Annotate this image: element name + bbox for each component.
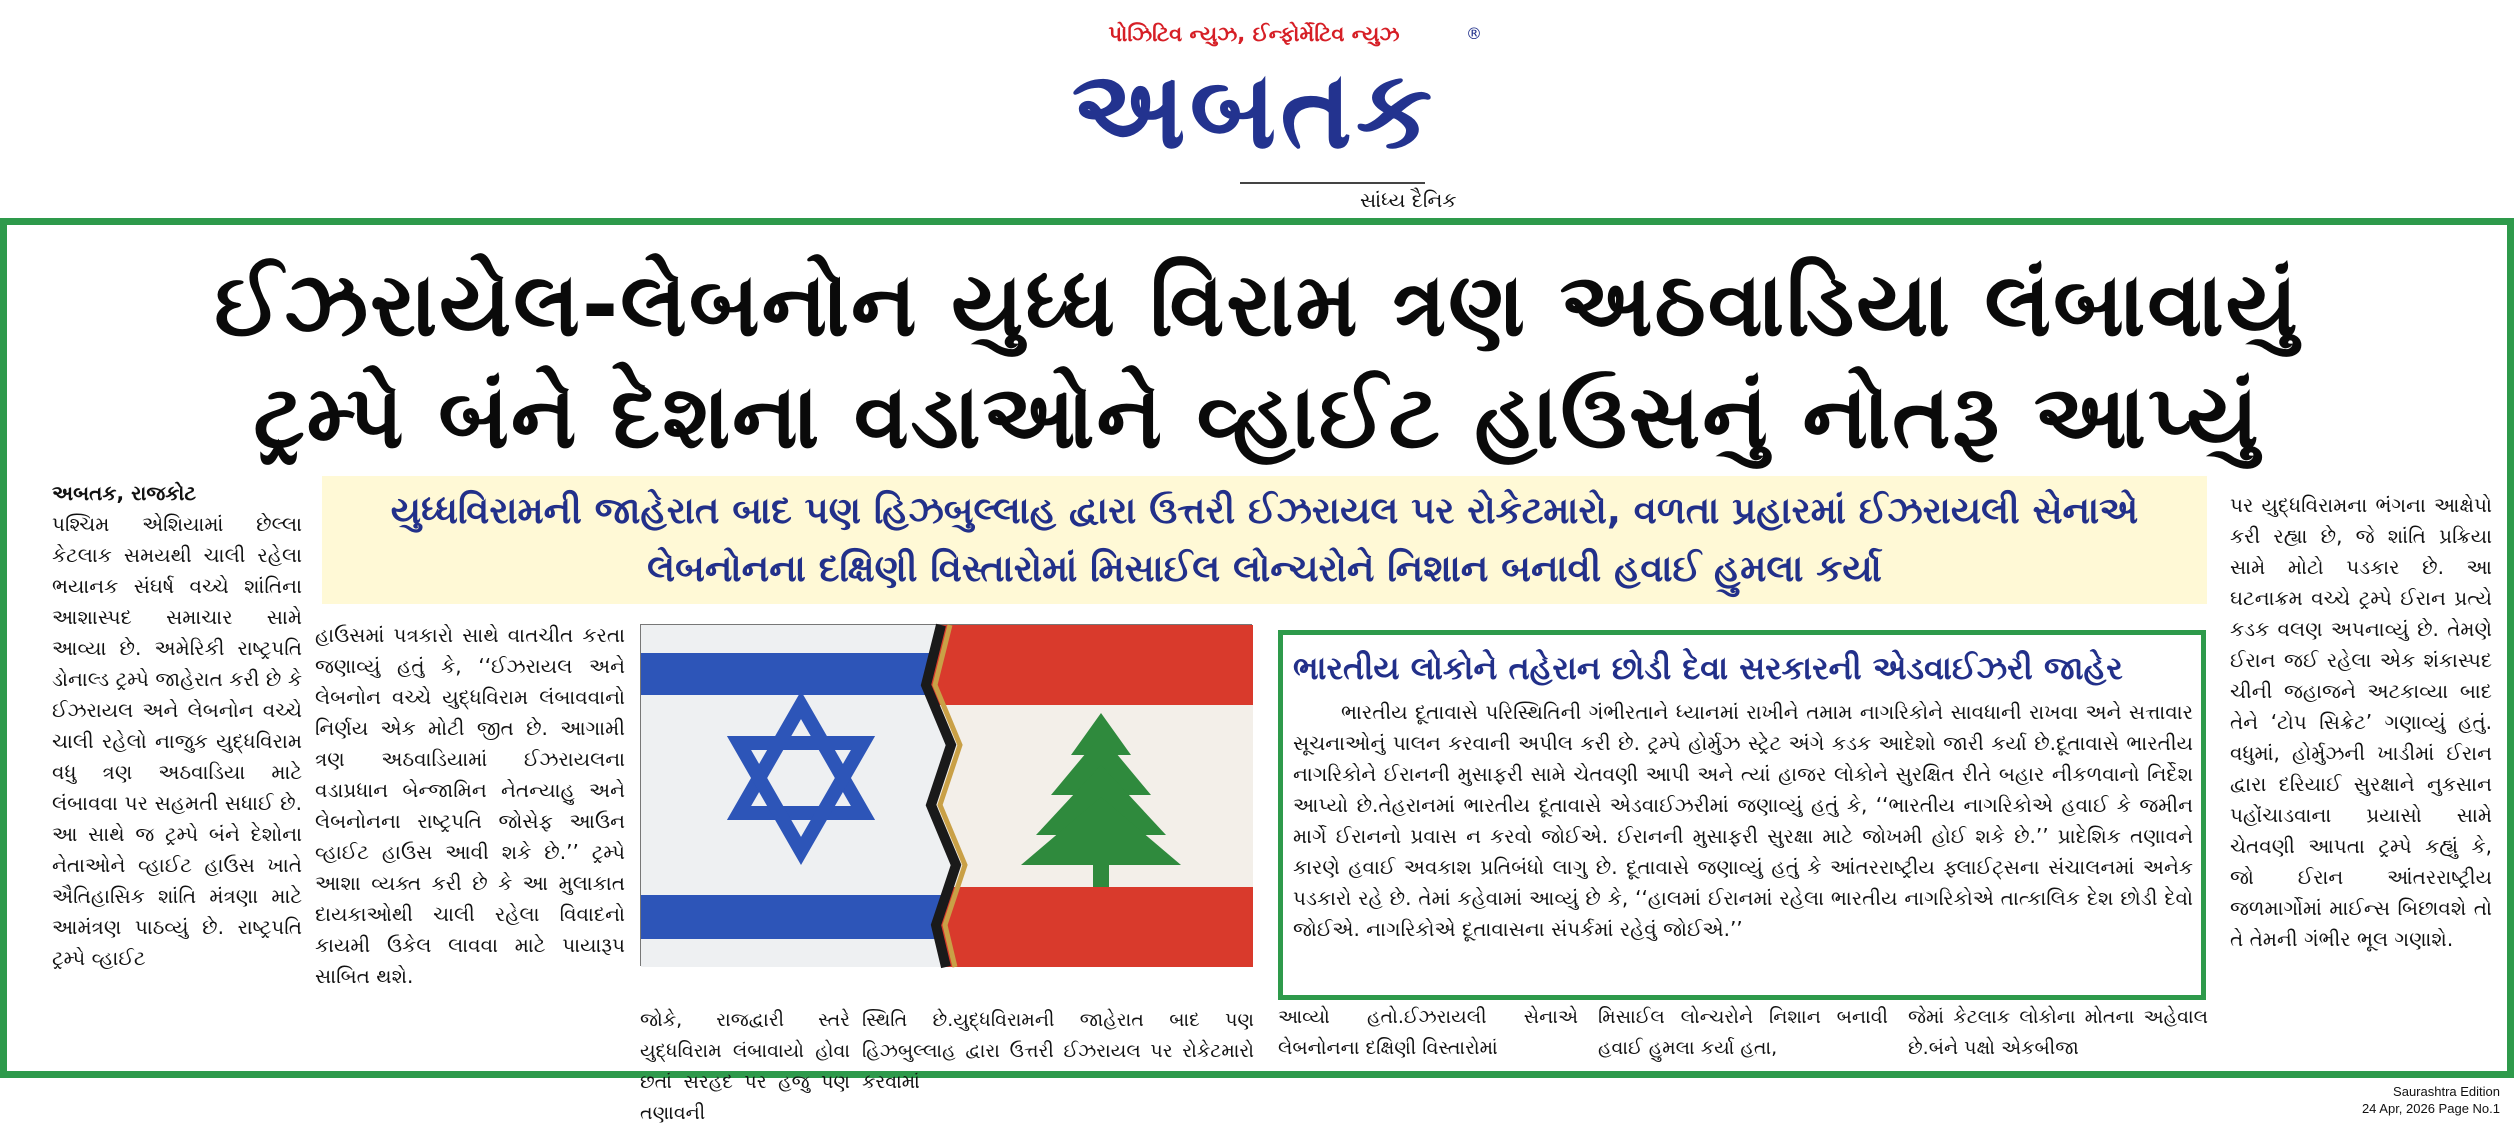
masthead	[1030, 18, 1490, 212]
flag-illustration	[641, 625, 1253, 967]
edition-info	[2250, 1083, 2500, 1117]
article-column-1-text: પશ્ચિમ એશિયામાં છેલ્લા કેટલાક સમયથી ચાલી રહેલા ભયાનક સંઘર્ષ વચ્ચે શાંતિના આશાસ્પદ સમાચાર સામે આવ્યા છે. અમેરિકી રાષ્ટ્રપતિ ડોનાલ્ડ ટ્રમ્પે જાહેરાત કરી છે કે ઈઝરાયલ અને લેબનોન વચ્ચે ચાલી રહેલો નાજુક યુદ્ધવિરામ વધુ ત્રણ અઠવાડિયા માટે લંબાવવા પર સહમતી સધાઈ છે. આ સાથે જ ટ્રમ્પે બંને દેશોના નેતાઓને વ્હાઈટ હાઉસ ખાતે ઐતિહાસિક શાંતિ મંત્રણા માટે આમંત્રણ પાઠવ્યું છે.	[52, 512, 302, 939]
subheadline-banner: યુધ્ધવિરામની જાહેરાત બાદ પણ હિઝબુલ્લાહ દ્વારા ઉત્તરી ઈઝરાયલ પર રોકેટમારો, વળતા પ્રહારમાં ઈઝરાયલી સેનાએ લેબનોનના દક્ષિણી વિસ્તારોમાં મિસાઈલ લોન્ચરોને નિશાન બનાવી હવાઈ હુમલા કર્યા	[322, 476, 2207, 604]
article-column-1-end: રાષ્ટ્રપતિ ટ્રમ્પે વ્હાઈટ	[52, 915, 303, 970]
article-column-8: પર યુદ્ધવિરામના ભંગના આક્ષેપો કરી રહ્યા છે, જે શાંતિ પ્રક્રિયા સામે મોટો પડકાર છે. આ ઘટનાક્રમ વચ્ચે ટ્રમ્પે ઈરાન પ્રત્યે કડક વલણ અપનાવ્યું છે. તેમણે ઈરાન જઈ રહેલા એક શંકાસ્પદ ચીની જહાજને અટકાવ્યા બાદ તેને ‘ટોપ સિક્રેટ’ ગણાવ્યું હતું. વધુમાં, હોર્મુઝની ખાડીમાં ઈરાન દ્વારા દરિયાઈ સુરક્ષાને નુકસાન પહોંચાડવાના પ્રયાસો સામે ચેતવણી આપતા ટ્રમ્પે કહ્યું કે, જો ઈરાન આંતરરાષ્ટ્રીય જળમાર્ગોમાં માઈન્સ બિછાવશે તો તે તેમની ગંભીર ભૂલ ગણાશે.	[2230, 493, 2492, 951]
edition-name: Saurashtra Edition	[2393, 1084, 2500, 1099]
article-column-7: જેમાં કેટલાક લોકોના મોતના અહેવાલ છે.બંને પક્ષો એકબીજા	[1908, 1006, 2208, 1059]
advisory-body: ભારતીય દૂતાવાસે પરિસ્થિતિની ગંભીરતાને ધ્યાનમાં રાખીને તમામ નાગરિકોને સાવધાની રાખવા અને સત્તાવાર સૂચનાઓનું પાલન કરવાની અપીલ કરી છે. ટ્રમ્પે હોર્મુઝ સ્ટ્રેટ અંગે કડક આદેશો જારી કર્યા છે.દૂતાવાસે ભારતીય નાગરિકોને ઈરાનની મુસાફરી સામે ચેતવણી આપી અને ત્યાં હાજર લોકોને સુરક્ષિત રીતે બહાર નીકળવાનો નિર્દેશ આપ્યો છે.તેહરાનમાં ભારતીય દૂતાવાસે એડવાઈઝરીમાં જણાવ્યું હતું કે, ‘‘ભારતીય નાગરિકોએ હવાઈ કે જમીન માર્ગે ઈરાનનો પ્રવાસ ન કરવો જોઈએ. ઈરાનની મુસાફરી સુરક્ષા માટે જોખમી હોઈ શકે છે.’’ પ્રાદેશિક તણાવને કારણે હવાઈ અવકાશ પ્રતિબંધો લાગુ છે. દૂતાવાસે જણાવ્યું હતું કે આંતરરાષ્ટ્રીય ફ્લાઈટ્સના સંચાલનમાં અનેક પડકારો રહે છે. તેમાં કહેવામાં આવ્યું છે કે, ‘‘હાલમાં ઈરાનમાં રહેલા ભારતીય નાગરિકોએ તાત્કાલિક દેશ છોડી દેવો જોઈએ. નાગરિકોએ દૂતાવાસના સંપર્કમાં રહેવું જોઈએ.’’	[1293, 700, 2193, 941]
article-dateline: અબતક, રાજકોટ	[52, 481, 197, 505]
article-column-6: મિસાઈલ લોન્ચરોને નિશાન બનાવી હવાઈ હુમલા કર્યા હતા,	[1598, 1006, 1888, 1059]
advisory-title: ભારતીય લોકોને તહેરાન છોડી દેવા સરકારની એડવાઈઝરી જાહેર	[1293, 649, 2123, 687]
masthead-subtitle: સાંધ્ય દૈનિક	[1360, 188, 1457, 212]
headline-line-1: ઈઝરાયેલ-લેબનોન યુધ્ધ વિરામ ત્રણ અઠવાડિયા લંબાવાયું	[214, 253, 2300, 356]
article-column-5: આવ્યો હતો.ઈઝરાયલી સેનાએ લેબનોનના દક્ષિણી વિસ્તારોમાં	[1278, 1006, 1578, 1059]
headline-line-2: ટ્રમ્પે બંને દેશના વડાઓને વ્હાઈટ હાઉસનું નોતરૂ આપ્યું	[253, 365, 2261, 468]
article-column-3: જોકે, રાજદ્વારી સ્તરે યુદ્ધવિરામ લંબાવાયો હોવા છતાં સરહદ પર હજુ પણ તણાવની	[640, 1009, 850, 1124]
israel-lebanon-flag-image	[640, 624, 1252, 966]
article-column-4: સ્થિતિ છે.યુદ્ધવિરામની જાહેરાત બાદ પણ હિઝબુલ્લાહ દ્વારા ઉત્તરી ઈઝરાયલ પર રોકેટમારો કરવામાં	[862, 1009, 1254, 1093]
registered-mark: ®	[1466, 24, 1482, 43]
masthead-tagline: પોઝિટિવ ન્યુઝ, ઈન્ફોર્મેટિવ ન્યુઝ	[1108, 22, 1400, 46]
article-column-1	[52, 478, 302, 1078]
advisory-sidebar-box	[1278, 630, 2206, 1000]
logo-divider	[1240, 182, 1425, 184]
article-column-2: હાઉસમાં પત્રકારો સાથે વાતચીત કરતા જણાવ્યું હતું કે, ‘‘ઈઝરાયલ અને લેબનોન વચ્ચે યુદ્ધવિરામ લંબાવવાનો નિર્ણય એક મોટી જીત છે. આગામી ત્રણ અઠવાડિયામાં ઈઝરાયલના વડાપ્રધાન બેન્જામિન નેતન્યાહુ અને લેબનોનના રાષ્ટ્રપતિ જોસેફ આઉન વ્હાઈટ હાઉસ આવી શકે છે.’’ ટ્રમ્પે આશા વ્યક્ત કરી છે કે આ મુલાકાત દાયકાઓથી ચાલી રહેલા વિવાદનો કાયમી ઉકેલ લાવવા માટે પાયારૂપ સાબિત થશે.	[315, 623, 625, 988]
newspaper-logo: અબતક	[1071, 48, 1437, 173]
edition-date-page: 24 Apr, 2026 Page No.1	[2361, 1101, 2500, 1116]
